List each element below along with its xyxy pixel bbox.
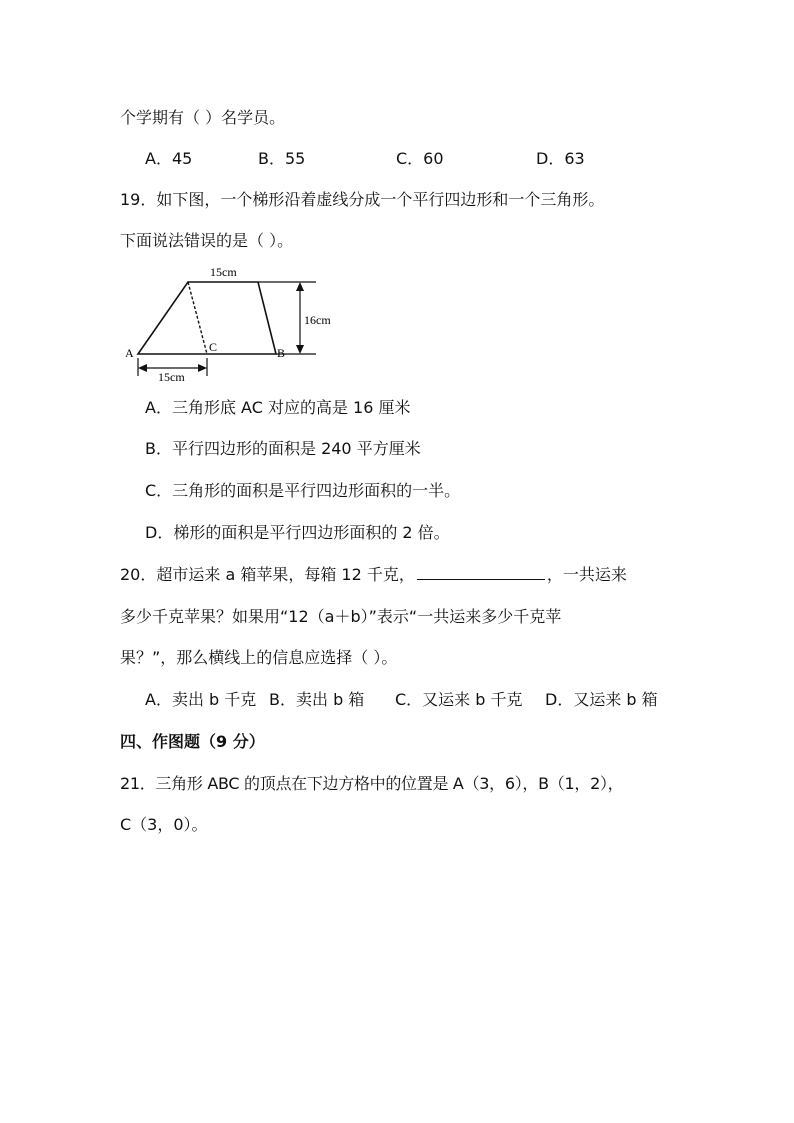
- point-c-label: C: [209, 340, 218, 354]
- point-b-label: B: [277, 346, 286, 360]
- height-label: 16cm: [304, 313, 331, 327]
- trapezoid-figure: [118, 262, 358, 382]
- q18-option-d[interactable]: D．63: [536, 149, 585, 168]
- q20-text-line1: [120, 564, 627, 586]
- top-length-label: 15cm: [210, 265, 237, 279]
- q20-option-c[interactable]: C．又运来 b 千克: [395, 690, 523, 709]
- q19-text-line2: 下面说法错误的是（ ）。: [120, 231, 294, 250]
- trapezoid-shape: [138, 282, 276, 354]
- q20-option-a[interactable]: A．卖出 b 千克: [145, 690, 257, 709]
- q20-answer-blank[interactable]: [417, 565, 545, 580]
- q19-option-c[interactable]: C．三角形的面积是平行四边形面积的一半。: [145, 481, 461, 500]
- height-arrow-bottom-head: [296, 345, 304, 354]
- base-length-label: 15cm: [158, 370, 185, 382]
- q19-option-a[interactable]: A．三角形底 AC 对应的高是 16 厘米: [145, 398, 411, 417]
- q20-text-before-blank: 20．超市运来 a 箱苹果，每箱 12 千克，: [120, 565, 415, 584]
- base-arrow-left-head: [138, 364, 147, 372]
- height-arrow-top-head: [296, 282, 304, 291]
- q20-text-line3: 果？”，那么横线上的信息应选择（ ）。: [120, 648, 398, 667]
- q19-option-b[interactable]: B．平行四边形的面积是 240 平方厘米: [145, 439, 421, 458]
- base-arrow-right-head: [198, 364, 207, 372]
- q18-option-a[interactable]: A．45: [145, 149, 193, 168]
- q21-text-line1: 21．三角形 ABC 的顶点在下边方格中的位置是 A（3，6），B（1，2），: [120, 774, 624, 793]
- q21-text-line2: C（3，0）。: [120, 815, 208, 834]
- point-a-label: A: [125, 346, 134, 360]
- q19-option-d[interactable]: D．梯形的面积是平行四边形面积的 2 倍。: [145, 523, 450, 542]
- q19-text-line1: 19．如下图，一个梯形沿着虚线分成一个平行四边形和一个三角形。: [120, 190, 605, 209]
- q20-text-after-blank: ，一共运来: [546, 565, 627, 584]
- q18-option-c[interactable]: C．60: [396, 149, 444, 168]
- q20-option-b[interactable]: B．卖出 b 箱: [269, 690, 365, 709]
- q20-option-d[interactable]: D．又运来 b 箱: [545, 690, 658, 709]
- dashed-divider: [188, 282, 207, 354]
- q20-text-line2: 多少千克苹果？如果用“12（a＋b）”表示“一共运来多少千克苹: [120, 607, 562, 626]
- section-4-title: 四、作图题（9 分）: [120, 732, 265, 751]
- q18-text: 个学期有（ ）名学员。: [120, 108, 286, 127]
- q18-option-b[interactable]: B．55: [258, 149, 306, 168]
